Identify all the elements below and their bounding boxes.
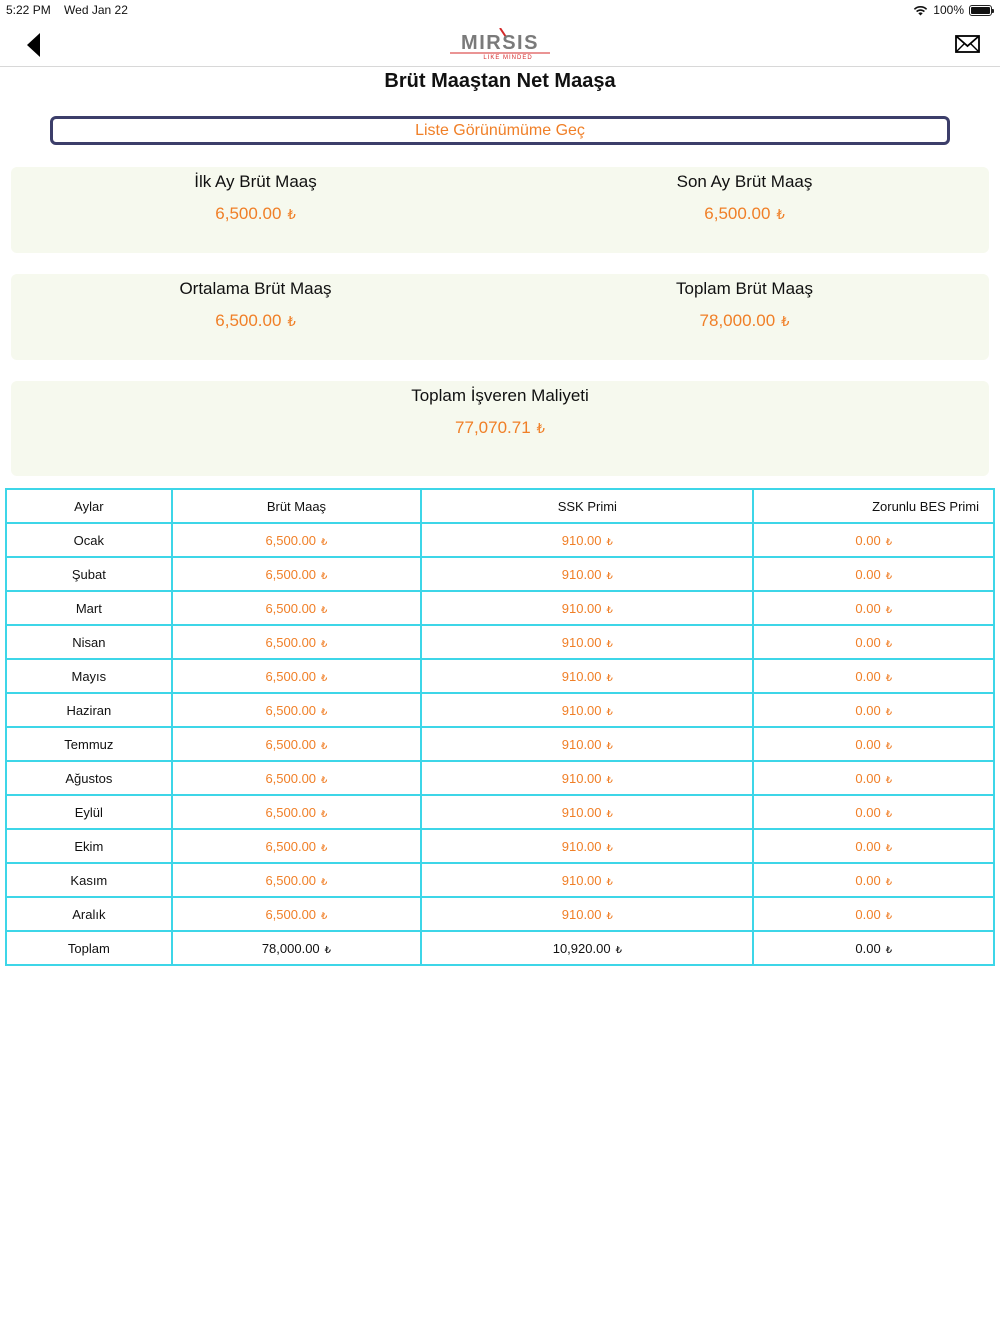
lira-icon: ₺ [321, 706, 328, 718]
first-month-gross [11, 167, 500, 224]
cell-ssk [421, 761, 753, 795]
cell-month: Şubat [6, 557, 172, 591]
table-row [6, 591, 994, 625]
average-gross-value: 6,500.00 [215, 311, 282, 330]
cell-month: Mart [6, 591, 172, 625]
status-right [913, 3, 992, 17]
cell-bes-value: 0.00 [855, 804, 881, 820]
cell-gross [172, 931, 422, 965]
lira-icon: ₺ [287, 314, 296, 329]
cell-ssk-value: 910.00 [561, 600, 602, 616]
table-row [6, 863, 994, 897]
lira-icon: ₺ [885, 910, 893, 922]
cell-gross [172, 829, 422, 863]
table-body [6, 523, 994, 965]
lira-icon: ₺ [536, 421, 545, 436]
cell-bes [753, 659, 994, 693]
mail-icon[interactable] [955, 34, 980, 54]
lira-icon: ₺ [885, 842, 893, 854]
cell-ssk-value: 10,920.00 [552, 940, 611, 956]
cell-gross [172, 863, 422, 897]
last-month-gross [500, 167, 989, 224]
cell-month: Aralık [6, 897, 172, 931]
cell-ssk [421, 795, 753, 829]
cell-ssk [421, 829, 753, 863]
cell-gross-value: 6,500.00 [265, 634, 317, 650]
cell-ssk [421, 625, 753, 659]
cell-ssk [421, 659, 753, 693]
lira-icon: ₺ [606, 672, 613, 684]
cell-bes [753, 591, 994, 625]
cell-gross [172, 591, 422, 625]
cell-month: Ekim [6, 829, 172, 863]
cell-ssk [421, 727, 753, 761]
cell-ssk-value: 910.00 [561, 634, 602, 650]
table-row [6, 795, 994, 829]
cell-month: Nisan [6, 625, 172, 659]
cell-ssk [421, 863, 753, 897]
lira-icon: ₺ [321, 774, 328, 786]
cell-bes-value: 0.00 [855, 634, 881, 650]
status-bar [0, 0, 1000, 22]
cell-gross [172, 557, 422, 591]
cell-ssk-value: 910.00 [561, 566, 602, 582]
cell-month: Eylül [6, 795, 172, 829]
cell-ssk [421, 557, 753, 591]
table-header-row [6, 489, 994, 523]
cell-ssk-value: 910.00 [561, 770, 602, 786]
cell-ssk-value: 910.00 [561, 872, 602, 888]
total-gross-value: 78,000.00 [699, 311, 776, 330]
employer-cost-value-row [11, 418, 989, 438]
cell-bes [753, 625, 994, 659]
cell-bes-value: 0.00 [855, 532, 881, 548]
header-bes: Zorunlu BES Primi [753, 489, 994, 523]
cell-month: Haziran [6, 693, 172, 727]
table-row [6, 829, 994, 863]
table-row [6, 897, 994, 931]
header-gross: Brüt Maaş [172, 489, 422, 523]
employer-cost-value: 77,070.71 [455, 418, 531, 437]
lira-icon: ₺ [781, 314, 790, 329]
logo-text: MIRSIS [461, 32, 539, 54]
cell-bes-value: 0.00 [855, 838, 881, 854]
lira-icon: ₺ [321, 638, 328, 650]
cell-gross-value: 6,500.00 [265, 736, 317, 752]
cell-bes-value: 0.00 [855, 736, 881, 752]
cell-ssk-value: 910.00 [561, 804, 602, 820]
lira-icon: ₺ [606, 876, 613, 888]
cell-ssk-value: 910.00 [561, 532, 602, 548]
cell-gross-value: 6,500.00 [265, 668, 317, 684]
lira-icon: ₺ [606, 740, 613, 752]
lira-icon: ₺ [885, 808, 893, 820]
cell-ssk-value: 910.00 [561, 668, 602, 684]
cell-bes [753, 523, 994, 557]
cell-gross [172, 625, 422, 659]
lira-icon: ₺ [885, 740, 893, 752]
last-month-gross-value-row [500, 204, 989, 224]
cell-gross-value: 6,500.00 [265, 702, 317, 718]
cell-bes-value: 0.00 [855, 702, 881, 718]
lira-icon: ₺ [606, 774, 613, 786]
summary-card-average-total [11, 274, 989, 360]
lira-icon: ₺ [885, 604, 893, 616]
table-row [6, 659, 994, 693]
first-month-gross-value-row [11, 204, 500, 224]
first-month-gross-label: İlk Ay Brüt Maaş [194, 172, 317, 191]
cell-ssk [421, 591, 753, 625]
status-time: 5:22 PM [6, 3, 51, 17]
cell-bes-value: 0.00 [855, 940, 881, 956]
lira-icon: ₺ [321, 876, 328, 888]
cell-month: Mayıs [6, 659, 172, 693]
lira-icon: ₺ [321, 536, 328, 548]
cell-bes [753, 693, 994, 727]
header-ssk: SSK Primi [421, 489, 753, 523]
cell-gross [172, 523, 422, 557]
cell-month: Kasım [6, 863, 172, 897]
cell-bes [753, 897, 994, 931]
cell-bes [753, 557, 994, 591]
battery-percent: 100% [933, 3, 964, 17]
cell-gross-value: 6,500.00 [265, 566, 317, 582]
last-month-gross-label: Son Ay Brüt Maaş [676, 172, 813, 191]
employer-cost [11, 381, 989, 438]
cell-bes [753, 761, 994, 795]
salary-table [5, 488, 995, 966]
table-row [6, 761, 994, 795]
lira-icon: ₺ [606, 604, 613, 616]
first-month-gross-value: 6,500.00 [215, 204, 282, 223]
lira-icon: ₺ [606, 910, 613, 922]
cell-ssk-value: 910.00 [561, 736, 602, 752]
list-view-toggle-button[interactable]: Liste Görünümüme Geç [50, 116, 950, 145]
cell-gross-value: 6,500.00 [265, 804, 317, 820]
summary-card-employer-cost [11, 381, 989, 476]
cell-gross [172, 795, 422, 829]
table-total-row [6, 931, 994, 965]
lira-icon: ₺ [321, 740, 328, 752]
lira-icon: ₺ [321, 672, 328, 684]
cell-gross [172, 727, 422, 761]
cell-gross-value: 6,500.00 [265, 532, 317, 548]
back-arrow-icon[interactable] [22, 31, 48, 59]
cell-gross [172, 693, 422, 727]
cell-bes-value: 0.00 [855, 566, 881, 582]
cell-gross [172, 897, 422, 931]
average-gross-label: Ortalama Brüt Maaş [179, 279, 332, 298]
cell-ssk [421, 693, 753, 727]
lira-icon: ₺ [606, 570, 613, 582]
cell-gross [172, 659, 422, 693]
nav-bar [0, 22, 1000, 67]
cell-month: Temmuz [6, 727, 172, 761]
lira-icon: ₺ [885, 774, 893, 786]
lira-icon: ₺ [606, 706, 613, 718]
lira-icon: ₺ [885, 570, 893, 582]
lira-icon: ₺ [321, 842, 328, 854]
cell-bes [753, 727, 994, 761]
lira-icon: ₺ [885, 944, 893, 956]
table-row [6, 693, 994, 727]
average-gross [11, 274, 500, 331]
cell-bes [753, 931, 994, 965]
average-gross-value-row [11, 311, 500, 331]
cell-ssk [421, 523, 753, 557]
summary-card-first-last [11, 167, 989, 253]
employer-cost-label: Toplam İşveren Maliyeti [411, 386, 589, 405]
page-title: Brüt Maaştan Net Maaşa [384, 70, 616, 92]
total-gross-value-row [500, 311, 989, 331]
cell-bes-value: 0.00 [855, 906, 881, 922]
lira-icon: ₺ [321, 570, 328, 582]
status-date: Wed Jan 22 [64, 3, 128, 17]
cell-ssk-value: 910.00 [561, 838, 602, 854]
cell-gross-value: 6,500.00 [265, 838, 317, 854]
cell-ssk [421, 931, 753, 965]
cell-gross-value: 78,000.00 [261, 940, 320, 956]
cell-gross-value: 6,500.00 [265, 770, 317, 786]
table-row [6, 523, 994, 557]
lira-icon: ₺ [321, 910, 328, 922]
cell-gross-value: 6,500.00 [265, 600, 317, 616]
lira-icon: ₺ [776, 207, 785, 222]
cell-gross-value: 6,500.00 [265, 872, 317, 888]
logo-subtext: LIKE MINDED [483, 55, 533, 60]
table-row [6, 557, 994, 591]
lira-icon: ₺ [287, 207, 296, 222]
lira-icon: ₺ [606, 536, 613, 548]
cell-ssk-value: 910.00 [561, 906, 602, 922]
cell-bes [753, 795, 994, 829]
lira-icon: ₺ [885, 536, 893, 548]
lira-icon: ₺ [324, 944, 332, 956]
cell-gross-value: 6,500.00 [265, 906, 317, 922]
last-month-gross-value: 6,500.00 [704, 204, 771, 223]
battery-icon [969, 5, 992, 16]
wifi-icon [913, 5, 928, 16]
total-gross [500, 274, 989, 331]
mirsis-logo [446, 28, 554, 60]
cell-ssk-value: 910.00 [561, 702, 602, 718]
cell-month: Ağustos [6, 761, 172, 795]
lira-icon: ₺ [606, 638, 613, 650]
cell-bes-value: 0.00 [855, 668, 881, 684]
cell-bes [753, 829, 994, 863]
cell-bes-value: 0.00 [855, 600, 881, 616]
lira-icon: ₺ [321, 808, 328, 820]
lira-icon: ₺ [885, 638, 893, 650]
table-row [6, 727, 994, 761]
cell-bes-value: 0.00 [855, 872, 881, 888]
cell-bes-value: 0.00 [855, 770, 881, 786]
lira-icon: ₺ [885, 672, 893, 684]
lira-icon: ₺ [321, 604, 328, 616]
lira-icon: ₺ [885, 706, 893, 718]
lira-icon: ₺ [606, 842, 613, 854]
cell-bes [753, 863, 994, 897]
cell-month: Toplam [6, 931, 172, 965]
lira-icon: ₺ [615, 944, 622, 956]
table-row [6, 625, 994, 659]
cell-ssk [421, 897, 753, 931]
status-left [6, 3, 138, 17]
total-gross-label: Toplam Brüt Maaş [676, 279, 813, 298]
lira-icon: ₺ [606, 808, 613, 820]
header-months: Aylar [6, 489, 172, 523]
lira-icon: ₺ [885, 876, 893, 888]
cell-month: Ocak [6, 523, 172, 557]
cell-gross [172, 761, 422, 795]
